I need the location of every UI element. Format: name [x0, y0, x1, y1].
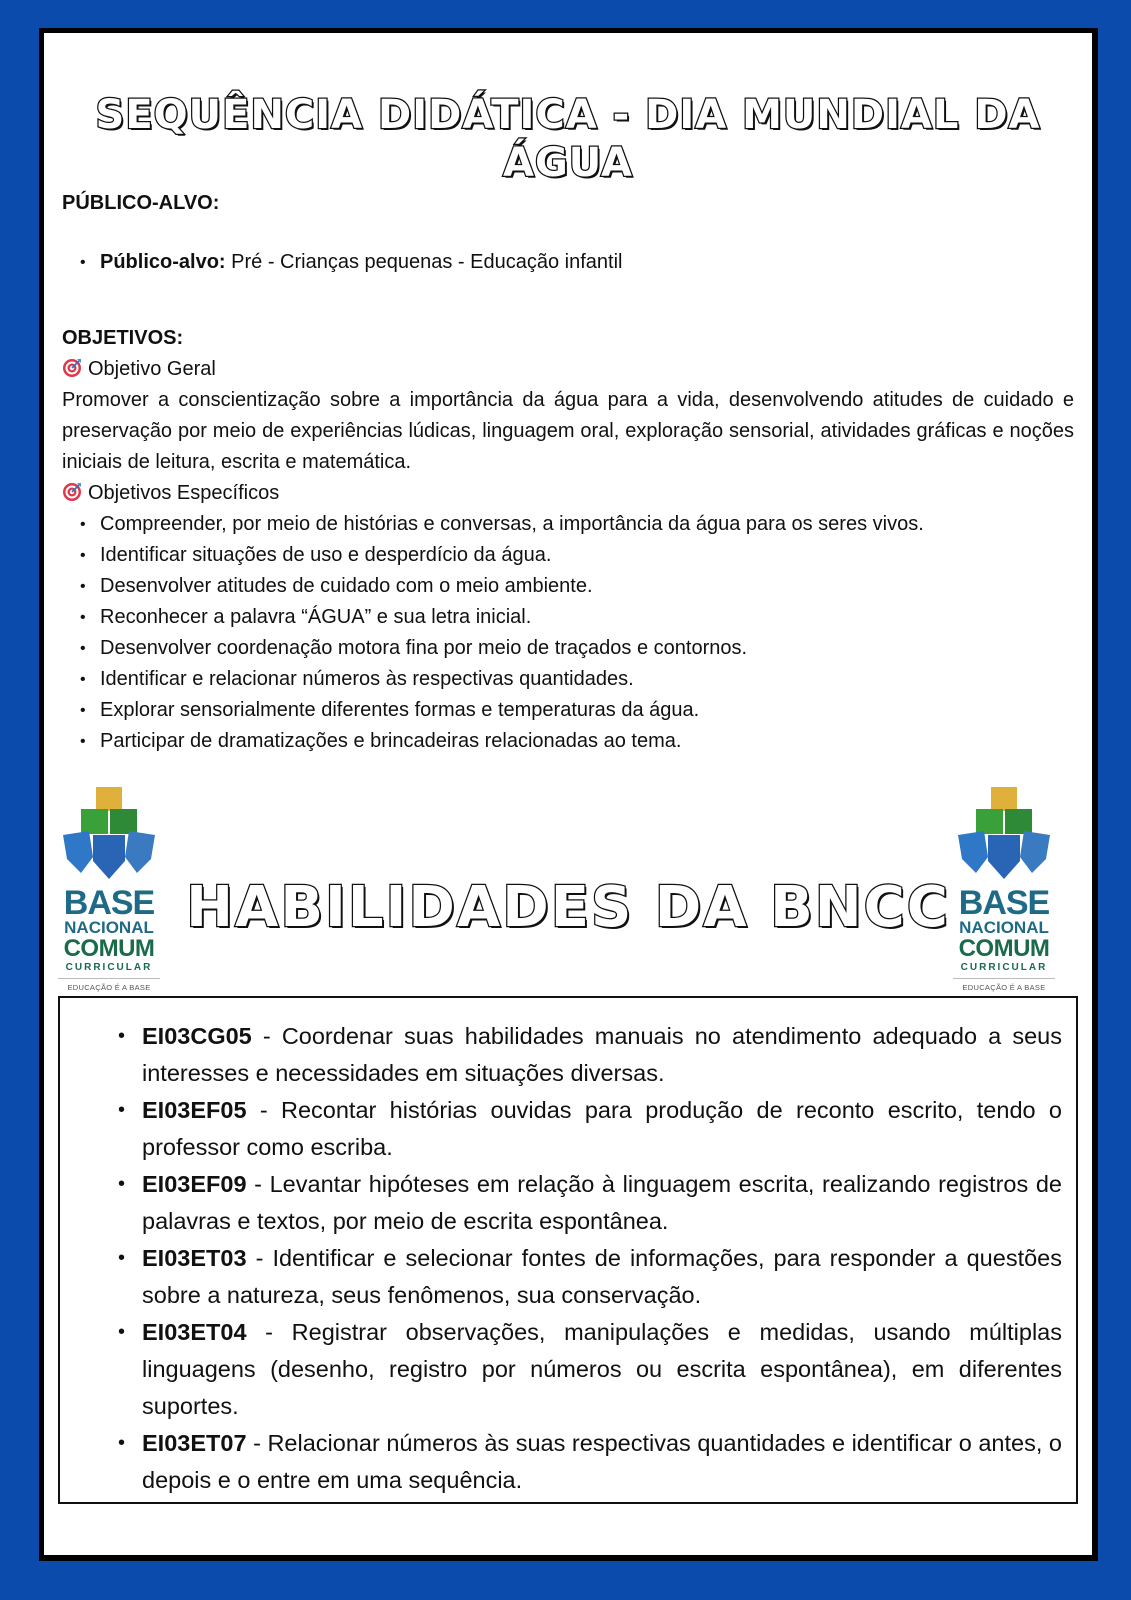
habilidade-code: EI03ET03	[142, 1245, 247, 1271]
cubes-icon	[954, 785, 1054, 885]
habilidade-item	[142, 1314, 1062, 1425]
document-page	[39, 28, 1098, 1561]
objetivos-heading: OBJETIVOS:	[62, 327, 184, 349]
target-icon	[62, 482, 82, 502]
logo-base-text: BASE	[63, 884, 155, 922]
logo-nacional-text: NACIONAL	[64, 918, 154, 937]
logo-comum-text: COMUM	[958, 935, 1050, 962]
habilidade-code: EI03EF05	[142, 1097, 247, 1123]
logo-nacional-text: NACIONAL	[959, 918, 1049, 937]
list-item: • Compreender, por meio de histórias e conversas, a importância da água para os seres vivos.	[100, 509, 1074, 540]
list-item: • Desenvolver atitudes de cuidado com o meio ambiente.	[100, 571, 1074, 602]
publico-alvo-section	[62, 188, 1074, 278]
objetivos-section	[62, 323, 1074, 757]
habilidade-text: - Coordenar suas habilidades manuais no atendimento adequado a seus interesses e necessidades em situações diversas.	[142, 1023, 1062, 1086]
list-item: • Reconhecer a palavra “ÁGUA” e sua letra inicial.	[100, 602, 1074, 633]
list-item: • Identificar situações de uso e desperdício da água.	[100, 540, 1074, 571]
habilidade-code: EI03ET04	[142, 1319, 247, 1345]
bncc-logo-right	[949, 785, 1059, 995]
habilidade-item	[142, 1018, 1062, 1092]
habilidade-code: EI03ET07	[142, 1430, 247, 1456]
cubes-icon	[59, 785, 159, 885]
habilidade-text: - Relacionar números às suas respectivas quantidades e identificar o antes, o depois e o entre em uma sequência.	[142, 1430, 1062, 1493]
publico-label: Público-alvo:	[100, 251, 226, 273]
habilidades-list	[104, 1018, 1062, 1499]
list-item: • Explorar sensorialmente diferentes formas e temperaturas da água.	[100, 695, 1074, 726]
habilidade-text: - Identificar e selecionar fontes de informações, para responder a questões sobre a natureza, seus fenômenos, sua conservação.	[142, 1245, 1062, 1308]
objetivos-especificos-label-row	[62, 478, 1074, 509]
logo-tagline: EDUCAÇÃO É A BASE	[962, 983, 1046, 992]
list-item: • Participar de dramatizações e brincadeiras relacionadas ao tema.	[100, 726, 1074, 757]
list-item	[100, 247, 1074, 278]
logo-curricular-text: CURRICULAR	[953, 961, 1055, 979]
objetivos-especificos-label: Objetivos Específicos	[88, 482, 280, 504]
habilidade-item	[142, 1166, 1062, 1240]
logo-base-text: BASE	[958, 884, 1050, 922]
logo-curricular-text: CURRICULAR	[58, 961, 160, 979]
habilidade-item	[142, 1425, 1062, 1499]
bncc-title: HABILIDADES DA BNCC	[186, 875, 950, 940]
target-icon	[62, 358, 82, 378]
objetivo-geral-label-row	[62, 354, 1074, 385]
habilidade-text: - Registrar observações, manipulações e medidas, usando múltiplas linguagens (desenho, registro por números ou escrita espontânea), em diferentes suportes.	[142, 1319, 1062, 1419]
objetivo-geral-text: Promover a conscientização sobre a importância da água para a vida, desenvolvendo atitudes de cuidado e preservação por meio de experiências lúdicas, linguagem oral, exploração sensorial, atividades gráficas e noções iniciais de leitura, escrita e matemática.	[62, 389, 1074, 473]
objetivos-especificos-list	[62, 509, 1074, 757]
logo-tagline: EDUCAÇÃO É A BASE	[67, 983, 151, 992]
habilidade-code: EI03EF09	[142, 1171, 247, 1197]
publico-alvo-heading: PÚBLICO-ALVO:	[62, 192, 220, 214]
list-item: • Desenvolver coordenação motora fina por meio de traçados e contornos.	[100, 633, 1074, 664]
habilidade-item	[142, 1092, 1062, 1166]
list-item: • Identificar e relacionar números às respectivas quantidades.	[100, 664, 1074, 695]
habilidade-code: EI03CG05	[142, 1023, 252, 1049]
publico-alvo-list	[62, 247, 1074, 278]
bncc-habilidades-box	[58, 996, 1078, 1504]
page-title: SEQUÊNCIA DIDÁTICA - DIA MUNDIAL DA ÁGUA	[95, 92, 1041, 186]
publico-text: Pré - Crianças pequenas - Educação infantil	[225, 251, 623, 273]
objetivo-geral-label: Objetivo Geral	[88, 358, 216, 380]
habilidade-item	[142, 1240, 1062, 1314]
habilidade-text: - Levantar hipóteses em relação à linguagem escrita, realizando registros de palavras e textos, por meio de escrita espontânea.	[142, 1171, 1062, 1234]
habilidade-text: - Recontar histórias ouvidas para produção de reconto escrito, tendo o professor como escriba.	[142, 1097, 1062, 1160]
logo-comum-text: COMUM	[63, 935, 155, 962]
